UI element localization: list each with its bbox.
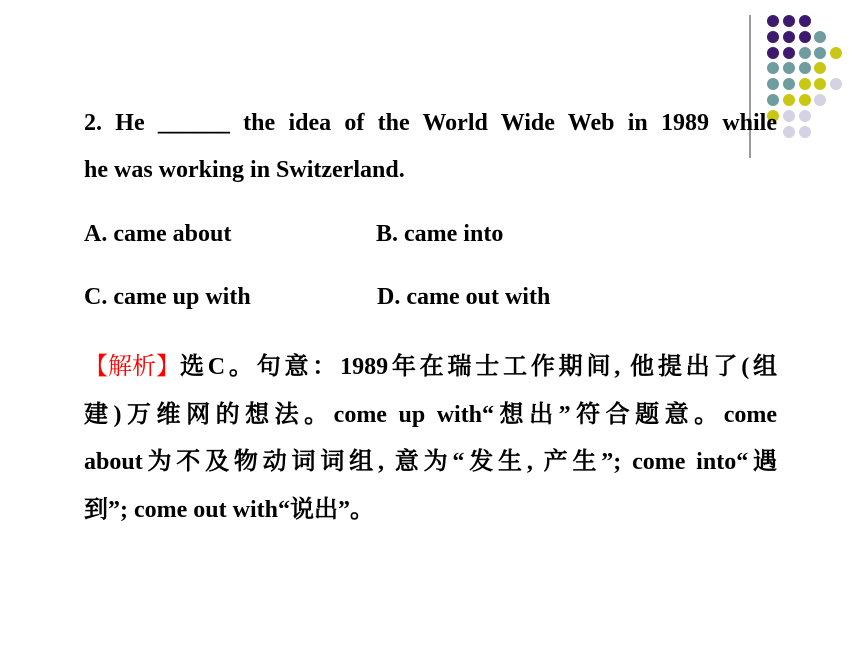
decorative-dot — [830, 47, 842, 59]
decorative-dot — [799, 31, 811, 43]
question-line-1: 2. He ______ the idea of the World Wide Web in 1989 while — [84, 110, 777, 136]
decorative-dot — [783, 47, 795, 59]
analysis-line-2: 建)万维网的想法。come up with“想出”符合题意。come — [84, 402, 777, 428]
decorative-dot — [799, 15, 811, 27]
analysis-line-1 — [84, 346, 777, 381]
decorative-dot — [814, 94, 826, 106]
option-c: C. came up with — [84, 284, 251, 310]
analysis-line-4: 到”; come out with“说出”。 — [84, 497, 374, 523]
decorative-dot — [767, 78, 779, 90]
decorative-dot — [783, 31, 795, 43]
decorative-dot — [814, 47, 826, 59]
decorative-dot-grid — [767, 15, 857, 135]
decorative-dot — [799, 62, 811, 74]
decorative-dot — [799, 94, 811, 106]
decorative-dot — [783, 126, 795, 138]
decorative-dot — [814, 78, 826, 90]
decorative-dot — [767, 15, 779, 27]
analysis-tag: 【解析】 — [84, 352, 180, 380]
decorative-dot — [783, 62, 795, 74]
decorative-dot — [799, 110, 811, 122]
decorative-dot — [783, 78, 795, 90]
decorative-dot — [767, 31, 779, 43]
decorative-dot — [783, 110, 795, 122]
decorative-dot — [799, 47, 811, 59]
question-line-2: he was working in Switzerland. — [84, 157, 405, 183]
decorative-dot — [783, 15, 795, 27]
option-b: B. came into — [376, 221, 504, 247]
decorative-dot — [814, 31, 826, 43]
decorative-dot — [767, 47, 779, 59]
decorative-dot — [830, 78, 842, 90]
option-a: A. came about — [84, 221, 232, 247]
decorative-dot — [767, 94, 779, 106]
option-d: D. came out with — [377, 284, 551, 310]
decorative-dot — [783, 94, 795, 106]
decorative-dot — [814, 62, 826, 74]
decorative-dot — [767, 62, 779, 74]
analysis-line-1-text: 选C。句意：1989年在瑞士工作期间, 他提出了(组 — [180, 354, 777, 380]
analysis-line-3: about为不及物动词词组, 意为“发生, 产生”; come into“遇 — [84, 449, 777, 475]
decorative-dot — [799, 78, 811, 90]
decorative-dot — [799, 126, 811, 138]
